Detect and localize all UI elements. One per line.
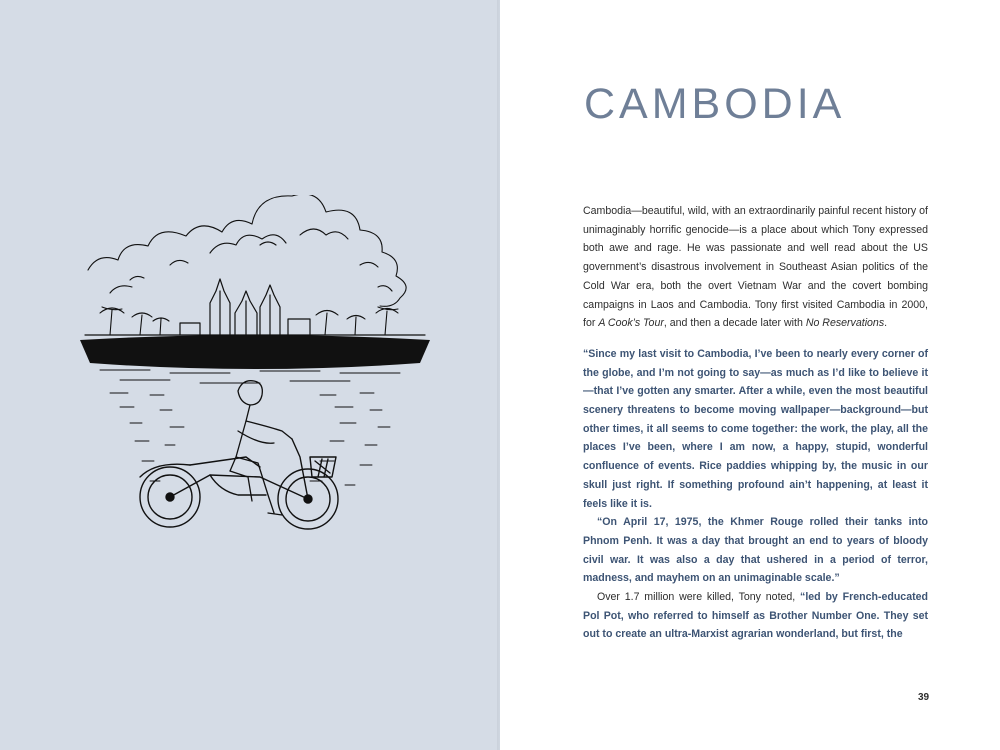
clouds-sketch <box>88 195 406 306</box>
water-reflection <box>80 335 430 383</box>
paragraph-3-plain: Over 1.7 million were killed, Tony noted, <box>597 591 801 604</box>
motorbike-rider-illustration <box>60 195 450 545</box>
right-page <box>500 0 1000 750</box>
page-number: 39 <box>918 692 930 703</box>
intro-text-1: Cambodia—beautiful, wild, with an extraordinarily painful recent history of unimaginably horrific genocide—is a place about which Tony expressed both awe and rage. He was passionate and well read about the US government’s disastrous involvement in Southeast Asian politics of the Cold War era, both the overt Vietnam War and the covert bombing campaigns in Laos and Cambodia. Tony first visited Cambodia in 2000, for <box>583 205 928 330</box>
show-title-no-reservations: No Reservations <box>805 317 885 330</box>
intro-paragraph <box>583 202 928 333</box>
book-title-a-cooks-tour: A Cook’s Tour <box>598 317 664 330</box>
quote-paragraph-1: “Since my last visit to Cambodia, I’ve been to nearly every corner of the globe, and I’m not going to say—as much as I’d like to believe it—that I’ve gotten any smarter. After a while, even the most beautiful scenery threatens to become moving wallpaper—background—but other times, it all seems to come together: the work, the play, all the places I’ve been, where I am now, a happy, stupid, wonderful confluence of events. Rice paddies whipping by, the music in our skull just right. If something profound ain’t happening, at least it feels like it is. <box>583 347 928 510</box>
quote-paragraph-2: “On April 17, 1975, the Khmer Rouge rolled their tanks into Phnom Penh. It was a day that brought an end to years of bloody civil war. It was also a day that ushered in a period of terror, madness, and mayhem on an unimaginable scale.” <box>583 516 928 585</box>
temple-skyline <box>85 279 425 335</box>
paragraph-3-quote: “led by French-educated Pol Pot, who referred to himself as Brother Number One. They set out to create an ultra-Marxist agrarian wonderland, but first, the <box>583 591 928 641</box>
chapter-title: CAMBODIA <box>584 80 846 128</box>
body-text <box>583 202 928 644</box>
paragraph-3 <box>583 588 928 644</box>
intro-text-2: , and then a decade later with <box>663 317 806 330</box>
intro-text-3: . <box>884 317 888 330</box>
motorbike <box>140 439 338 529</box>
palm-trees <box>100 307 398 335</box>
